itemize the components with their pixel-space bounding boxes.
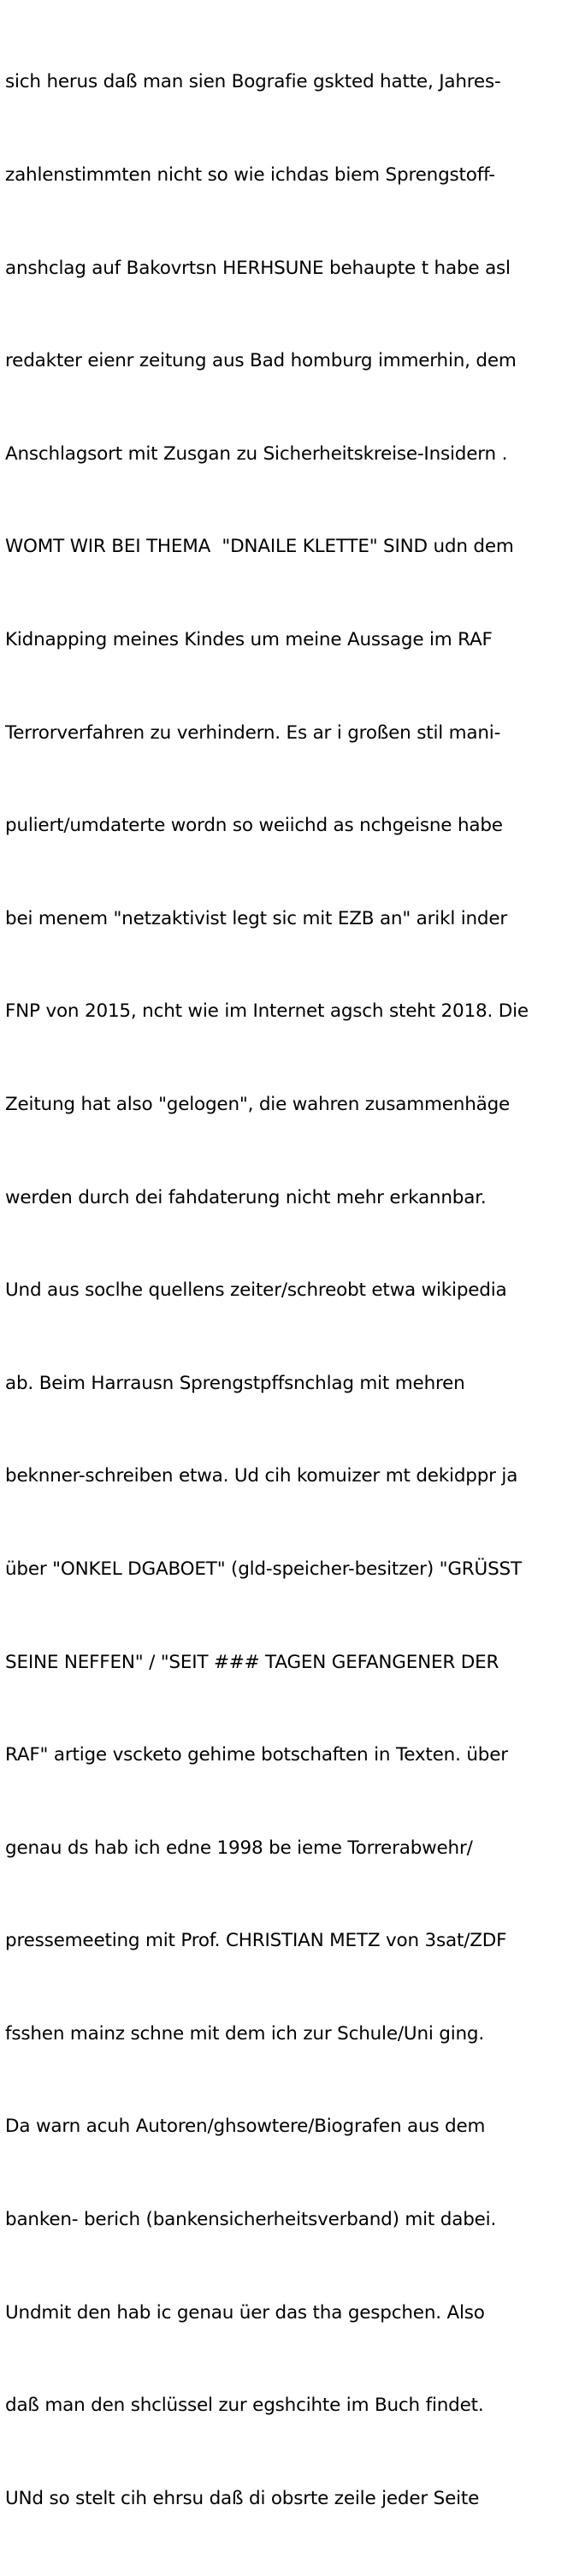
- text-line: daß man den shclüssel zur egshcihte im Buch findet.: [5, 2395, 484, 2417]
- text-line: genau ds hab ich edne 1998 be ieme Torrerabwehr/: [5, 1837, 473, 1859]
- text-line: FNP von 2015, ncht wie im Internet agsch steht 2018. Die: [5, 1000, 529, 1023]
- text-line: fsshen mainz schne mit dem ich zur Schule/Uni ging.: [5, 2022, 485, 2045]
- text-line: Undmit den hab ic genau üer das tha gespchen. Also: [5, 2301, 485, 2324]
- text-line: Terrorverfahren zu verhindern. Es ar i großen stil mani-: [5, 721, 501, 744]
- text-line: sich herus daß man sien Bografie gskted hatte, Jahres-: [5, 71, 501, 93]
- document-text-block: [5, 5, 578, 2576]
- text-line: über "ONKEL DGABOET" (gld-speicher-besitzer) "GRÜSST: [5, 1558, 522, 1580]
- text-line: pressemeeting mit Prof. CHRISTIAN METZ von 3sat/ZDF: [5, 1930, 507, 1952]
- text-line: Anschlagsort mit Zusgan zu Sicherheitskreise-Insidern .: [5, 442, 508, 465]
- text-line: zahlenstimmten nicht so wie ichdas biem Sprengstoff-: [5, 164, 495, 186]
- text-line: redakter eienr zeitung aus Bad homburg immerhin, dem: [5, 350, 517, 372]
- text-line: bei menem "netzaktivist legt sic mit EZB an" arikl inder: [5, 907, 508, 929]
- text-line: Und aus soclhe quellens zeiter/schreobt etwa wikipedia: [5, 1279, 507, 1302]
- text-line: ab. Beim Harrausn Sprengstpffsnchlag mit mehren: [5, 1372, 465, 1394]
- text-line: Kidnapping meines Kindes um meine Aussage im RAF: [5, 628, 493, 650]
- text-line: Zeitung hat also "gelogen", die wahren zusammenhäge: [5, 1093, 511, 1115]
- text-line: UNd so stelt cih ehrsu daß di obsrte zeile jeder Seite: [5, 2487, 480, 2509]
- text-line: SEINE NEFFEN" / "SEIT ### TAGEN GEFANGENER DER: [5, 1651, 499, 1673]
- text-line: werden durch dei fahdaterung nicht mehr erkannbar.: [5, 1186, 487, 1208]
- text-line: anshclag auf Bakovrtsn HERHSUNE behaupte t habe asl: [5, 257, 511, 279]
- text-line: WOMT WIR BEI THEMA "DNAILE KLETTE" SIND udn dem: [5, 536, 514, 558]
- text-line: puliert/umdaterte wordn so weiichd as nchgeisne habe: [5, 815, 503, 837]
- text-line: beknner-schreiben etwa. Ud cih komuizer mt dekidppr ja: [5, 1465, 518, 1487]
- text-line: RAF" artige vscketo gehime botschaften in Texten. über: [5, 1744, 508, 1766]
- text-line: Da warn acuh Autoren/ghsowtere/Biografen aus dem: [5, 2116, 486, 2138]
- text-line: banken- berich (bankensicherheitsverband) mit dabei.: [5, 2209, 497, 2231]
